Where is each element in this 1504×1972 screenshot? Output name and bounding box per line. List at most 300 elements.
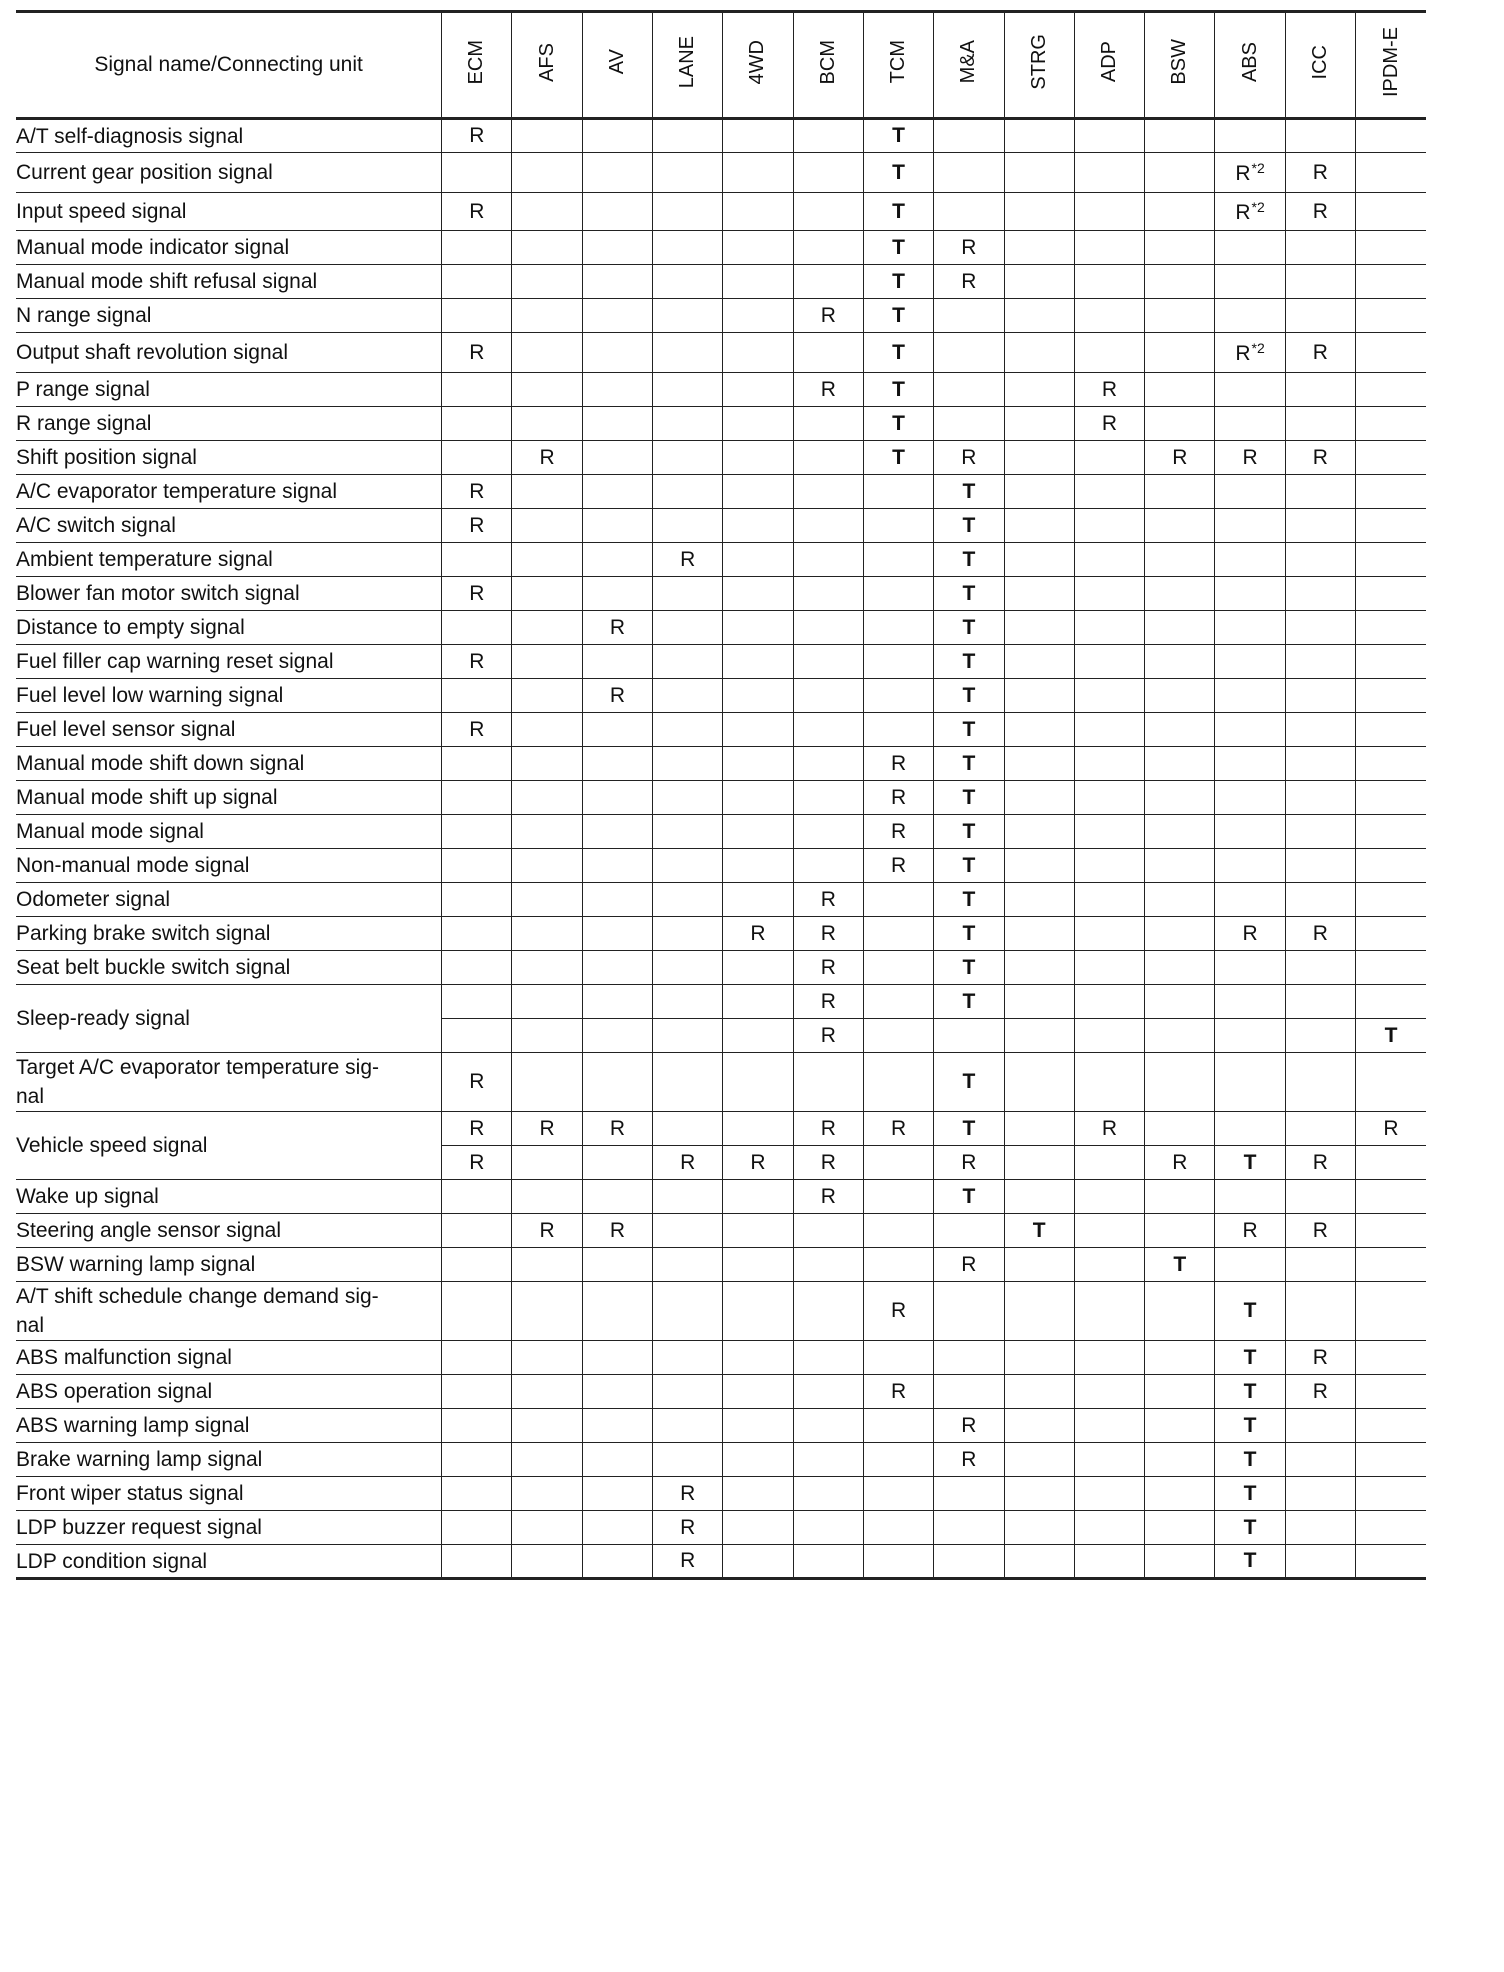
cell-adp: [1074, 747, 1144, 781]
cell-strg: [1004, 1214, 1074, 1248]
cell-icc: [1285, 1443, 1355, 1477]
cell-abs: [1215, 407, 1285, 441]
cell-tcm: [863, 231, 933, 265]
cell-adp: [1074, 611, 1144, 645]
signal-direction-value: R: [539, 1218, 555, 1242]
cell-ecm: [442, 645, 512, 679]
signal-direction-value: R: [1312, 1379, 1328, 1403]
cell-tcm: [863, 645, 933, 679]
cell-bcm: [793, 231, 863, 265]
unit-header-label: LANE: [676, 35, 699, 89]
cell-4wd: [723, 1511, 793, 1545]
cell-m-a: [934, 509, 1004, 543]
cell-icc: [1285, 1146, 1355, 1180]
signal-name-cell: N range signal: [16, 299, 442, 333]
cell-4wd: [723, 509, 793, 543]
cell-bcm: [793, 1112, 863, 1146]
cell-adp: [1074, 119, 1144, 153]
cell-bsw: [1145, 577, 1215, 611]
cell-tcm: [863, 917, 933, 951]
cell-strg: [1004, 1282, 1074, 1341]
cell-av: [582, 1146, 652, 1180]
cell-bcm: [793, 1341, 863, 1375]
cell-afs: [512, 475, 582, 509]
cell-m-a: [934, 119, 1004, 153]
signal-direction-value: R: [961, 235, 977, 259]
cell-tcm: [863, 441, 933, 475]
cell-ecm: [442, 265, 512, 299]
cell-icc: [1285, 849, 1355, 883]
cell-bcm: [793, 407, 863, 441]
cell-m-a: [934, 543, 1004, 577]
cell-m-a: [934, 1112, 1004, 1146]
signal-direction-value: R: [1101, 1116, 1118, 1140]
cell-m-a: [934, 713, 1004, 747]
cell-4wd: [723, 1477, 793, 1511]
signal-direction-value: R: [1172, 445, 1188, 469]
cell-abs: [1215, 1443, 1285, 1477]
cell-av: [582, 1477, 652, 1511]
cell-strg: [1004, 883, 1074, 917]
cell-ipdm-e: [1356, 231, 1426, 265]
cell-4wd: [723, 1282, 793, 1341]
cell-adp: [1074, 917, 1144, 951]
cell-bsw: [1145, 883, 1215, 917]
cell-abs: [1215, 849, 1285, 883]
cell-ecm: [442, 1112, 512, 1146]
table-row: [16, 1409, 1426, 1443]
signal-direction-value: R: [961, 1150, 977, 1174]
cell-abs: [1215, 713, 1285, 747]
signal-name-cell: Current gear position signal: [16, 153, 442, 193]
cell-m-a: [934, 193, 1004, 231]
cell-av: [582, 951, 652, 985]
cell-lane: [653, 543, 723, 577]
signal-direction-value: T: [892, 269, 905, 293]
cell-ecm: [442, 543, 512, 577]
cell-av: [582, 231, 652, 265]
signal-direction-value: R: [680, 1481, 696, 1505]
cell-abs: [1215, 917, 1285, 951]
cell-icc: [1285, 373, 1355, 407]
cell-adp: [1074, 231, 1144, 265]
cell-m-a: [934, 299, 1004, 333]
cell-bcm: [793, 1511, 863, 1545]
signal-direction-value: T: [962, 513, 976, 537]
cell-abs: [1215, 153, 1285, 193]
cell-ecm: [442, 373, 512, 407]
cell-bcm: [793, 119, 863, 153]
signal-direction-value: R: [1383, 1116, 1399, 1140]
cell-av: [582, 373, 652, 407]
cell-tcm: [863, 1214, 933, 1248]
cell-adp: [1074, 1146, 1144, 1180]
cell-strg: [1004, 747, 1074, 781]
cell-m-a: [934, 747, 1004, 781]
signal-name-cell: Shift position signal: [16, 441, 442, 475]
unit-header-label: ABS: [1238, 41, 1261, 83]
cell-ipdm-e: [1356, 1282, 1426, 1341]
signal-name-cell: Manual mode shift up signal: [16, 781, 442, 815]
cell-tcm: [863, 1248, 933, 1282]
signal-direction-value: T: [1243, 1549, 1257, 1572]
cell-4wd: [723, 713, 793, 747]
cell-lane: [653, 713, 723, 747]
table-row: [16, 1180, 1426, 1214]
cell-afs: [512, 1248, 582, 1282]
cell-strg: [1004, 509, 1074, 543]
cell-icc: [1285, 781, 1355, 815]
cell-bsw: [1145, 747, 1215, 781]
signal-direction-value: T: [962, 989, 976, 1013]
cell-strg: [1004, 849, 1074, 883]
table-header-row: [16, 12, 1426, 119]
signal-name-cell: Input speed signal: [16, 193, 442, 231]
cell-ecm: [442, 119, 512, 153]
cell-bcm: [793, 1477, 863, 1511]
signal-direction-value: T: [1384, 1023, 1398, 1047]
cell-abs: [1215, 1477, 1285, 1511]
signal-direction-value: R: [820, 989, 836, 1013]
cell-strg: [1004, 373, 1074, 407]
cell-m-a: [934, 679, 1004, 713]
cell-ipdm-e: [1356, 1248, 1426, 1282]
cell-lane: [653, 645, 723, 679]
cell-4wd: [723, 475, 793, 509]
cell-tcm: [863, 883, 933, 917]
table-row: [16, 1112, 1426, 1146]
cell-strg: [1004, 333, 1074, 373]
cell-av: [582, 577, 652, 611]
unit-header-label: BCM: [816, 39, 839, 85]
cell-lane: [653, 1443, 723, 1477]
signal-name-cell: A/T shift schedule change demand sig- nal: [16, 1282, 442, 1341]
cell-bsw: [1145, 781, 1215, 815]
table-row: [16, 849, 1426, 883]
signal-direction-value: R: [1172, 1150, 1188, 1174]
cell-tcm: [863, 1180, 933, 1214]
cell-strg: [1004, 611, 1074, 645]
cell-m-a: [934, 1248, 1004, 1282]
cell-abs: [1215, 1019, 1285, 1053]
cell-tcm: [863, 747, 933, 781]
signal-direction-value: R: [1101, 377, 1118, 401]
cell-av: [582, 1248, 652, 1282]
cell-m-a: [934, 1545, 1004, 1579]
cell-bcm: [793, 153, 863, 193]
cell-afs: [512, 815, 582, 849]
signal-direction-value: T: [962, 717, 976, 741]
cell-ecm: [442, 883, 512, 917]
cell-adp: [1074, 1112, 1144, 1146]
cell-tcm: [863, 1375, 933, 1409]
cell-4wd: [723, 441, 793, 475]
cell-ecm: [442, 1180, 512, 1214]
cell-bsw: [1145, 441, 1215, 475]
cell-afs: [512, 1477, 582, 1511]
cell-adp: [1074, 509, 1144, 543]
cell-afs: [512, 407, 582, 441]
cell-4wd: [723, 119, 793, 153]
cell-strg: [1004, 713, 1074, 747]
cell-adp: [1074, 543, 1144, 577]
cell-afs: [512, 1112, 582, 1146]
cell-4wd: [723, 1409, 793, 1443]
signal-direction-value: R: [891, 1379, 907, 1403]
cell-tcm: [863, 849, 933, 883]
cell-av: [582, 1341, 652, 1375]
cell-lane: [653, 1146, 723, 1180]
cell-adp: [1074, 1214, 1144, 1248]
cell-ipdm-e: [1356, 917, 1426, 951]
cell-4wd: [723, 153, 793, 193]
signal-direction-value: $R^{*2}$: [1235, 198, 1265, 224]
unit-header-ecm: [442, 12, 512, 119]
cell-lane: [653, 883, 723, 917]
cell-icc: [1285, 679, 1355, 713]
cell-adp: [1074, 373, 1144, 407]
signal-name-cell: Non-manual mode signal: [16, 849, 442, 883]
cell-bcm: [793, 1053, 863, 1112]
cell-av: [582, 1545, 652, 1579]
signal-direction-value: T: [1243, 1150, 1257, 1174]
cell-ecm: [442, 441, 512, 475]
table-row: [16, 1341, 1426, 1375]
cell-adp: [1074, 265, 1144, 299]
cell-bsw: [1145, 1180, 1215, 1214]
cell-ipdm-e: [1356, 441, 1426, 475]
cell-ecm: [442, 849, 512, 883]
signal-direction-value: R: [1312, 1345, 1328, 1369]
signal-direction-value: T: [892, 303, 905, 327]
signal-direction-value: T: [1243, 1413, 1257, 1437]
cell-lane: [653, 509, 723, 543]
cell-m-a: [934, 1375, 1004, 1409]
cell-icc: [1285, 577, 1355, 611]
cell-bsw: [1145, 611, 1215, 645]
cell-lane: [653, 1282, 723, 1341]
signal-name-cell: A/C evaporator temperature signal: [16, 475, 442, 509]
signal-direction-value: T: [962, 1116, 976, 1140]
cell-abs: [1215, 1214, 1285, 1248]
cell-av: [582, 153, 652, 193]
cell-adp: [1074, 299, 1144, 333]
cell-tcm: [863, 611, 933, 645]
unit-header-tcm: [863, 12, 933, 119]
cell-afs: [512, 1409, 582, 1443]
cell-ipdm-e: [1356, 1443, 1426, 1477]
cell-ecm: [442, 1282, 512, 1341]
cell-ipdm-e: [1356, 119, 1426, 153]
cell-icc: [1285, 153, 1355, 193]
signal-direction-value: R: [891, 751, 907, 775]
cell-strg: [1004, 1545, 1074, 1579]
signal-direction-value: T: [962, 683, 976, 707]
signal-name-cell: Vehicle speed signal: [16, 1112, 442, 1180]
cell-adp: [1074, 1341, 1144, 1375]
cell-tcm: [863, 815, 933, 849]
cell-ipdm-e: [1356, 1180, 1426, 1214]
cell-abs: [1215, 679, 1285, 713]
signal-direction-value: T: [962, 785, 976, 809]
cell-adp: [1074, 1180, 1144, 1214]
cell-ecm: [442, 577, 512, 611]
cell-icc: [1285, 1180, 1355, 1214]
signal-direction-value: T: [1173, 1252, 1187, 1276]
cell-ipdm-e: [1356, 153, 1426, 193]
unit-header-adp: [1074, 12, 1144, 119]
cell-lane: [653, 1409, 723, 1443]
cell-ecm: [442, 1214, 512, 1248]
cell-abs: [1215, 815, 1285, 849]
cell-abs: [1215, 1341, 1285, 1375]
cell-strg: [1004, 1112, 1074, 1146]
signal-direction-value: T: [892, 340, 905, 364]
cell-abs: [1215, 373, 1285, 407]
cell-bsw: [1145, 543, 1215, 577]
signal-name-column-header: Signal name/Connecting unit: [16, 12, 442, 119]
signal-direction-value: T: [962, 887, 976, 911]
cell-lane: [653, 153, 723, 193]
cell-tcm: [863, 1443, 933, 1477]
cell-abs: [1215, 509, 1285, 543]
cell-afs: [512, 883, 582, 917]
cell-strg: [1004, 1019, 1074, 1053]
cell-bcm: [793, 747, 863, 781]
signal-direction-value: T: [1243, 1379, 1257, 1403]
unit-header-label: ICC: [1308, 44, 1331, 80]
cell-ecm: [442, 333, 512, 373]
cell-tcm: [863, 373, 933, 407]
signal-direction-value: R: [680, 1515, 696, 1539]
cell-afs: [512, 577, 582, 611]
signal-direction-value: R: [1242, 1218, 1258, 1242]
cell-m-a: [934, 815, 1004, 849]
cell-lane: [653, 985, 723, 1019]
cell-4wd: [723, 849, 793, 883]
cell-ecm: [442, 1409, 512, 1443]
cell-tcm: [863, 1341, 933, 1375]
cell-icc: [1285, 509, 1355, 543]
signal-direction-value: R: [609, 683, 625, 707]
table-row: [16, 645, 1426, 679]
cell-strg: [1004, 153, 1074, 193]
cell-abs: [1215, 441, 1285, 475]
cell-ecm: [442, 679, 512, 713]
cell-ipdm-e: [1356, 645, 1426, 679]
signal-name-cell: Distance to empty signal: [16, 611, 442, 645]
cell-bcm: [793, 611, 863, 645]
cell-bsw: [1145, 407, 1215, 441]
signal-name-cell: Seat belt buckle switch signal: [16, 951, 442, 985]
signal-direction-value: T: [962, 615, 976, 639]
cell-4wd: [723, 265, 793, 299]
cell-afs: [512, 781, 582, 815]
signal-direction-value: R: [469, 199, 485, 223]
cell-tcm: [863, 153, 933, 193]
signal-direction-value: R: [469, 1070, 485, 1093]
cell-ecm: [442, 475, 512, 509]
cell-av: [582, 1019, 652, 1053]
cell-strg: [1004, 1341, 1074, 1375]
cell-ecm: [442, 713, 512, 747]
table-row: [16, 679, 1426, 713]
table-row: [16, 815, 1426, 849]
cell-ecm: [442, 509, 512, 543]
unit-header-bsw: [1145, 12, 1215, 119]
signal-direction-value: R: [820, 1150, 836, 1174]
cell-4wd: [723, 1443, 793, 1477]
cell-4wd: [723, 781, 793, 815]
cell-bcm: [793, 373, 863, 407]
cell-abs: [1215, 1180, 1285, 1214]
table-row: [16, 1375, 1426, 1409]
cell-m-a: [934, 1146, 1004, 1180]
signal-direction-value: R: [820, 921, 836, 945]
table-row: [16, 917, 1426, 951]
signal-direction-value: T: [1243, 1515, 1257, 1539]
cell-bcm: [793, 951, 863, 985]
cell-lane: [653, 119, 723, 153]
cell-ecm: [442, 1375, 512, 1409]
cell-av: [582, 1511, 652, 1545]
cell-ecm: [442, 153, 512, 193]
cell-bcm: [793, 1146, 863, 1180]
table-row: [16, 1477, 1426, 1511]
cell-lane: [653, 679, 723, 713]
cell-tcm: [863, 1409, 933, 1443]
table-row: [16, 407, 1426, 441]
signal-direction-value: R: [891, 1299, 907, 1322]
cell-icc: [1285, 543, 1355, 577]
cell-afs: [512, 1053, 582, 1112]
signal-direction-value: T: [962, 547, 976, 571]
signal-direction-value: T: [962, 751, 976, 775]
cell-bcm: [793, 577, 863, 611]
cell-bcm: [793, 815, 863, 849]
cell-afs: [512, 849, 582, 883]
cell-afs: [512, 1180, 582, 1214]
cell-4wd: [723, 543, 793, 577]
cell-4wd: [723, 645, 793, 679]
cell-strg: [1004, 1409, 1074, 1443]
table-row: [16, 265, 1426, 299]
cell-ecm: [442, 1019, 512, 1053]
signal-name-cell: ABS operation signal: [16, 1375, 442, 1409]
signal-direction-value: R: [820, 1116, 836, 1140]
signal-direction-value: R: [1242, 445, 1258, 469]
cell-afs: [512, 373, 582, 407]
signal-direction-value: R: [680, 1549, 696, 1572]
cell-ipdm-e: [1356, 193, 1426, 231]
cell-lane: [653, 781, 723, 815]
cell-m-a: [934, 645, 1004, 679]
cell-afs: [512, 1443, 582, 1477]
cell-m-a: [934, 1019, 1004, 1053]
signal-name-cell: Fuel level sensor signal: [16, 713, 442, 747]
cell-ipdm-e: [1356, 849, 1426, 883]
cell-m-a: [934, 231, 1004, 265]
cell-bsw: [1145, 193, 1215, 231]
cell-av: [582, 1053, 652, 1112]
signal-direction-value: R: [469, 1116, 485, 1140]
signal-direction-value: $R^{*2}$: [1235, 339, 1265, 365]
unit-header-label: ECM: [465, 39, 488, 85]
cell-afs: [512, 645, 582, 679]
cell-4wd: [723, 917, 793, 951]
cell-av: [582, 713, 652, 747]
cell-lane: [653, 1375, 723, 1409]
